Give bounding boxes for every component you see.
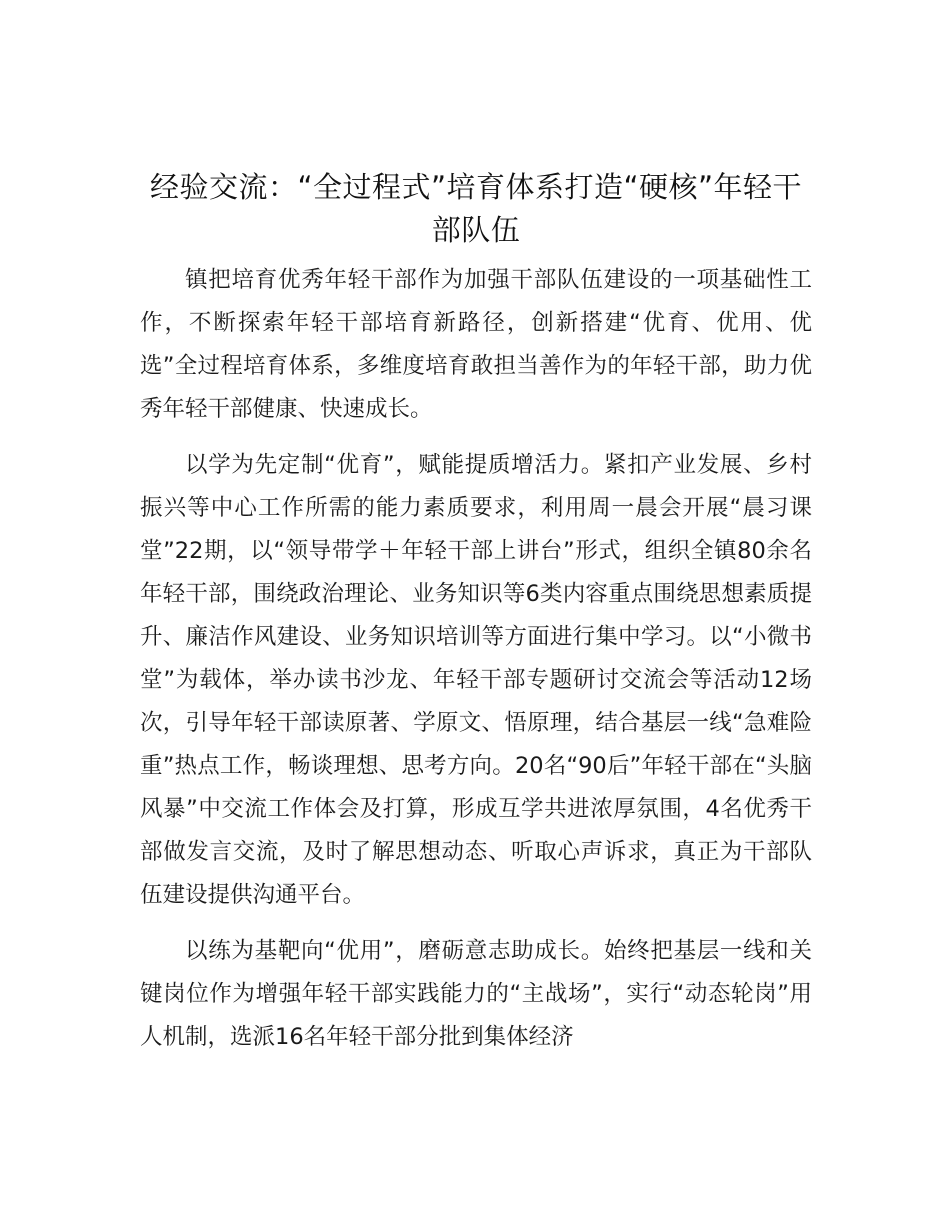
paragraph-youyu: 以学为先定制“优育”，赋能提质增活力。紧扣产业发展、乡村振兴等中心工作所需的能力素质要求，利用周一晨会开展“晨习课堂”22期，以“领导带学＋年轻干部上讲台”形式，组织全镇80余名年轻干部，围绕政治理论、业务知识等6类内容重点围绕思想素质提升、廉洁作风建设、业务知识培训等方面进行集中学习。以“小微书堂”为载体，举办读书沙龙、年轻干部专题研讨交流会等活动12场次，引导年轻干部读原著、学原文、悟原理，结合基层一线“急难险重”热点工作，畅谈理想、思考方向。20名“90后”年轻干部在“头脑风暴”中交流工作体会及打算，形成互学共进浓厚氛围，4名优秀干部做发言交流，及时了解思想动态、听取心声诉求，真正为干部队伍建设提供沟通平台。 <box>140 452 812 908</box>
document-title: 经验交流：“全过程式”培育体系打造“硬核”年轻干部队伍 <box>149 170 803 247</box>
paragraph-youyong: 以练为基靶向“优用”，磨砺意志助成长。始终把基层一线和关键岗位作为增强年轻干部实践能力的“主战场”，实行“动态轮岗”用人机制，选派16名年轻干部分批到集体经济 <box>140 938 812 1050</box>
document-body <box>140 166 812 1059</box>
paragraph-intro: 镇把培育优秀年轻干部作为加强干部队伍建设的一项基础性工作，不断探索年轻干部培育新路径，创新搭建“优育、优用、优选”全过程培育体系，多维度培育敢担当善作为的年轻干部，助力优秀年轻干部健康、快速成长。 <box>140 267 812 422</box>
